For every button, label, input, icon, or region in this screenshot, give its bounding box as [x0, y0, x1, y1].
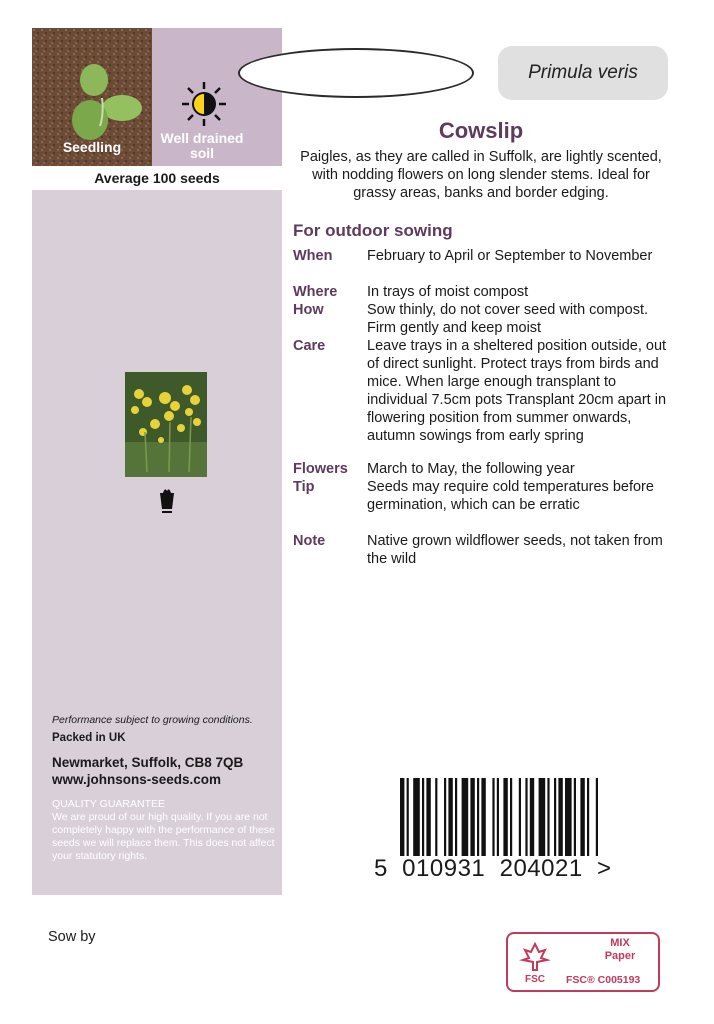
- barcode-bar: [596, 778, 598, 856]
- barcode-bar: [497, 778, 499, 856]
- barcode-bar: [503, 778, 507, 856]
- barcode-bar: [481, 778, 485, 856]
- row-text: Seeds may require cold temperatures before germination, which can be erratic: [367, 479, 654, 513]
- barcode-bar: [413, 778, 420, 856]
- barcode-bar: [444, 778, 446, 856]
- soil-label: Well drained soil: [160, 130, 244, 161]
- barcode-bar: [422, 778, 424, 856]
- company-address: [52, 754, 243, 788]
- fsc-code: FSC® C005193: [566, 974, 641, 986]
- fsc-paper: Paper: [604, 950, 636, 962]
- barcode-number: 5 010931 204021 >: [374, 855, 612, 882]
- barcode-bar: [580, 778, 584, 856]
- barcode-bar: [462, 778, 469, 856]
- barcode-bar: [530, 778, 534, 856]
- seedling-photo: [32, 28, 152, 166]
- barcode-bar: [525, 778, 527, 856]
- latin-name: Primula veris: [498, 46, 668, 100]
- row-label: When: [293, 248, 333, 264]
- barcode-bar: [519, 778, 521, 856]
- seed-count: Average 100 seeds: [32, 166, 282, 190]
- barcode-bar: [565, 778, 572, 856]
- row-label: How: [293, 302, 324, 318]
- sowing-row-how: [293, 301, 673, 337]
- sowing-row-flowers: [293, 460, 673, 478]
- blank-label-oval: [238, 48, 474, 98]
- barcode-bar: [574, 778, 576, 856]
- guarantee-text: We are proud of our high quality. If you are not completely happy with the performance of these seeds we will replace them. This does not affect your statutory rights.: [52, 811, 275, 862]
- barcode-bar: [554, 778, 556, 856]
- sowing-heading: For outdoor sowing: [293, 221, 453, 240]
- product-title: Cowslip: [438, 118, 524, 143]
- barcode-bar: [435, 778, 437, 856]
- barcode-bar: [470, 778, 474, 856]
- barcode-bar: [400, 778, 404, 856]
- sowing-row-care: [293, 337, 673, 463]
- row-text: February to April or September to November: [367, 248, 653, 264]
- row-text: Native grown wildflower seeds, not taken from the wild: [367, 533, 663, 567]
- fsc-logo-text: FSC: [525, 974, 545, 984]
- seedling-label: Seedling: [62, 139, 122, 155]
- packed-in: Packed in UK: [52, 732, 126, 744]
- row-label: Tip: [293, 479, 315, 495]
- row-text: Leave trays in a sheltered position outside, out of direct sunlight. Protect trays from birds and mice. When large enough transplant to individual 7.5cm pots Transplant 20cm apart in flowering position from summer onwards, autumn sowings from early spring: [367, 338, 667, 444]
- fsc-mix-label: [586, 937, 654, 963]
- fsc-mix: MIX: [610, 937, 630, 949]
- barcode-bar: [587, 778, 589, 856]
- performance-note: Performance subject to growing conditions.: [52, 714, 253, 726]
- product-description: Paigles, as they are called in Suffolk, are lightly scented, with nodding flowers on long slender stems. Ideal for grassy areas, banks and border edging.: [300, 149, 662, 201]
- row-text: In trays of moist compost: [367, 284, 529, 300]
- row-label: Note: [293, 533, 326, 549]
- sowing-row-where: [293, 283, 673, 301]
- barcode-bar: [510, 778, 512, 856]
- sowing-row-tip: [293, 478, 673, 514]
- quality-guarantee: [52, 798, 280, 863]
- sow-by-label: Sow by: [48, 929, 96, 945]
- fsc-tree-icon: [515, 940, 555, 984]
- barcode-bar: [558, 778, 562, 856]
- row-label: Care: [293, 338, 326, 354]
- sowing-row-note: [293, 532, 673, 568]
- brand-logo: [156, 487, 178, 517]
- website-link[interactable]: www.johnsons-seeds.com: [52, 772, 222, 787]
- barcode-bar: [547, 778, 549, 856]
- barcode: [400, 778, 650, 856]
- barcode-bar: [407, 778, 409, 856]
- barcode-bar: [448, 778, 452, 856]
- guarantee-title: QUALITY GUARANTEE: [52, 798, 165, 810]
- sun-icon: [180, 80, 228, 128]
- row-text: March to May, the following year: [367, 461, 575, 477]
- address-line: Newmarket, Suffolk, CB8 7QB: [52, 755, 244, 770]
- row-text: Sow thinly, do not cover seed with compost. Firm gently and keep moist: [367, 302, 649, 336]
- row-label: Flowers: [293, 461, 348, 477]
- barcode-bar: [426, 778, 430, 856]
- barcode-bar: [539, 778, 546, 856]
- barcode-bar: [477, 778, 479, 856]
- barcode-bar: [455, 778, 457, 856]
- soil-drainage-box: [152, 28, 282, 166]
- barcode-bar: [492, 778, 494, 856]
- sowing-row-when: [293, 247, 673, 283]
- cowslip-photo: [125, 372, 207, 477]
- row-label: Where: [293, 284, 338, 300]
